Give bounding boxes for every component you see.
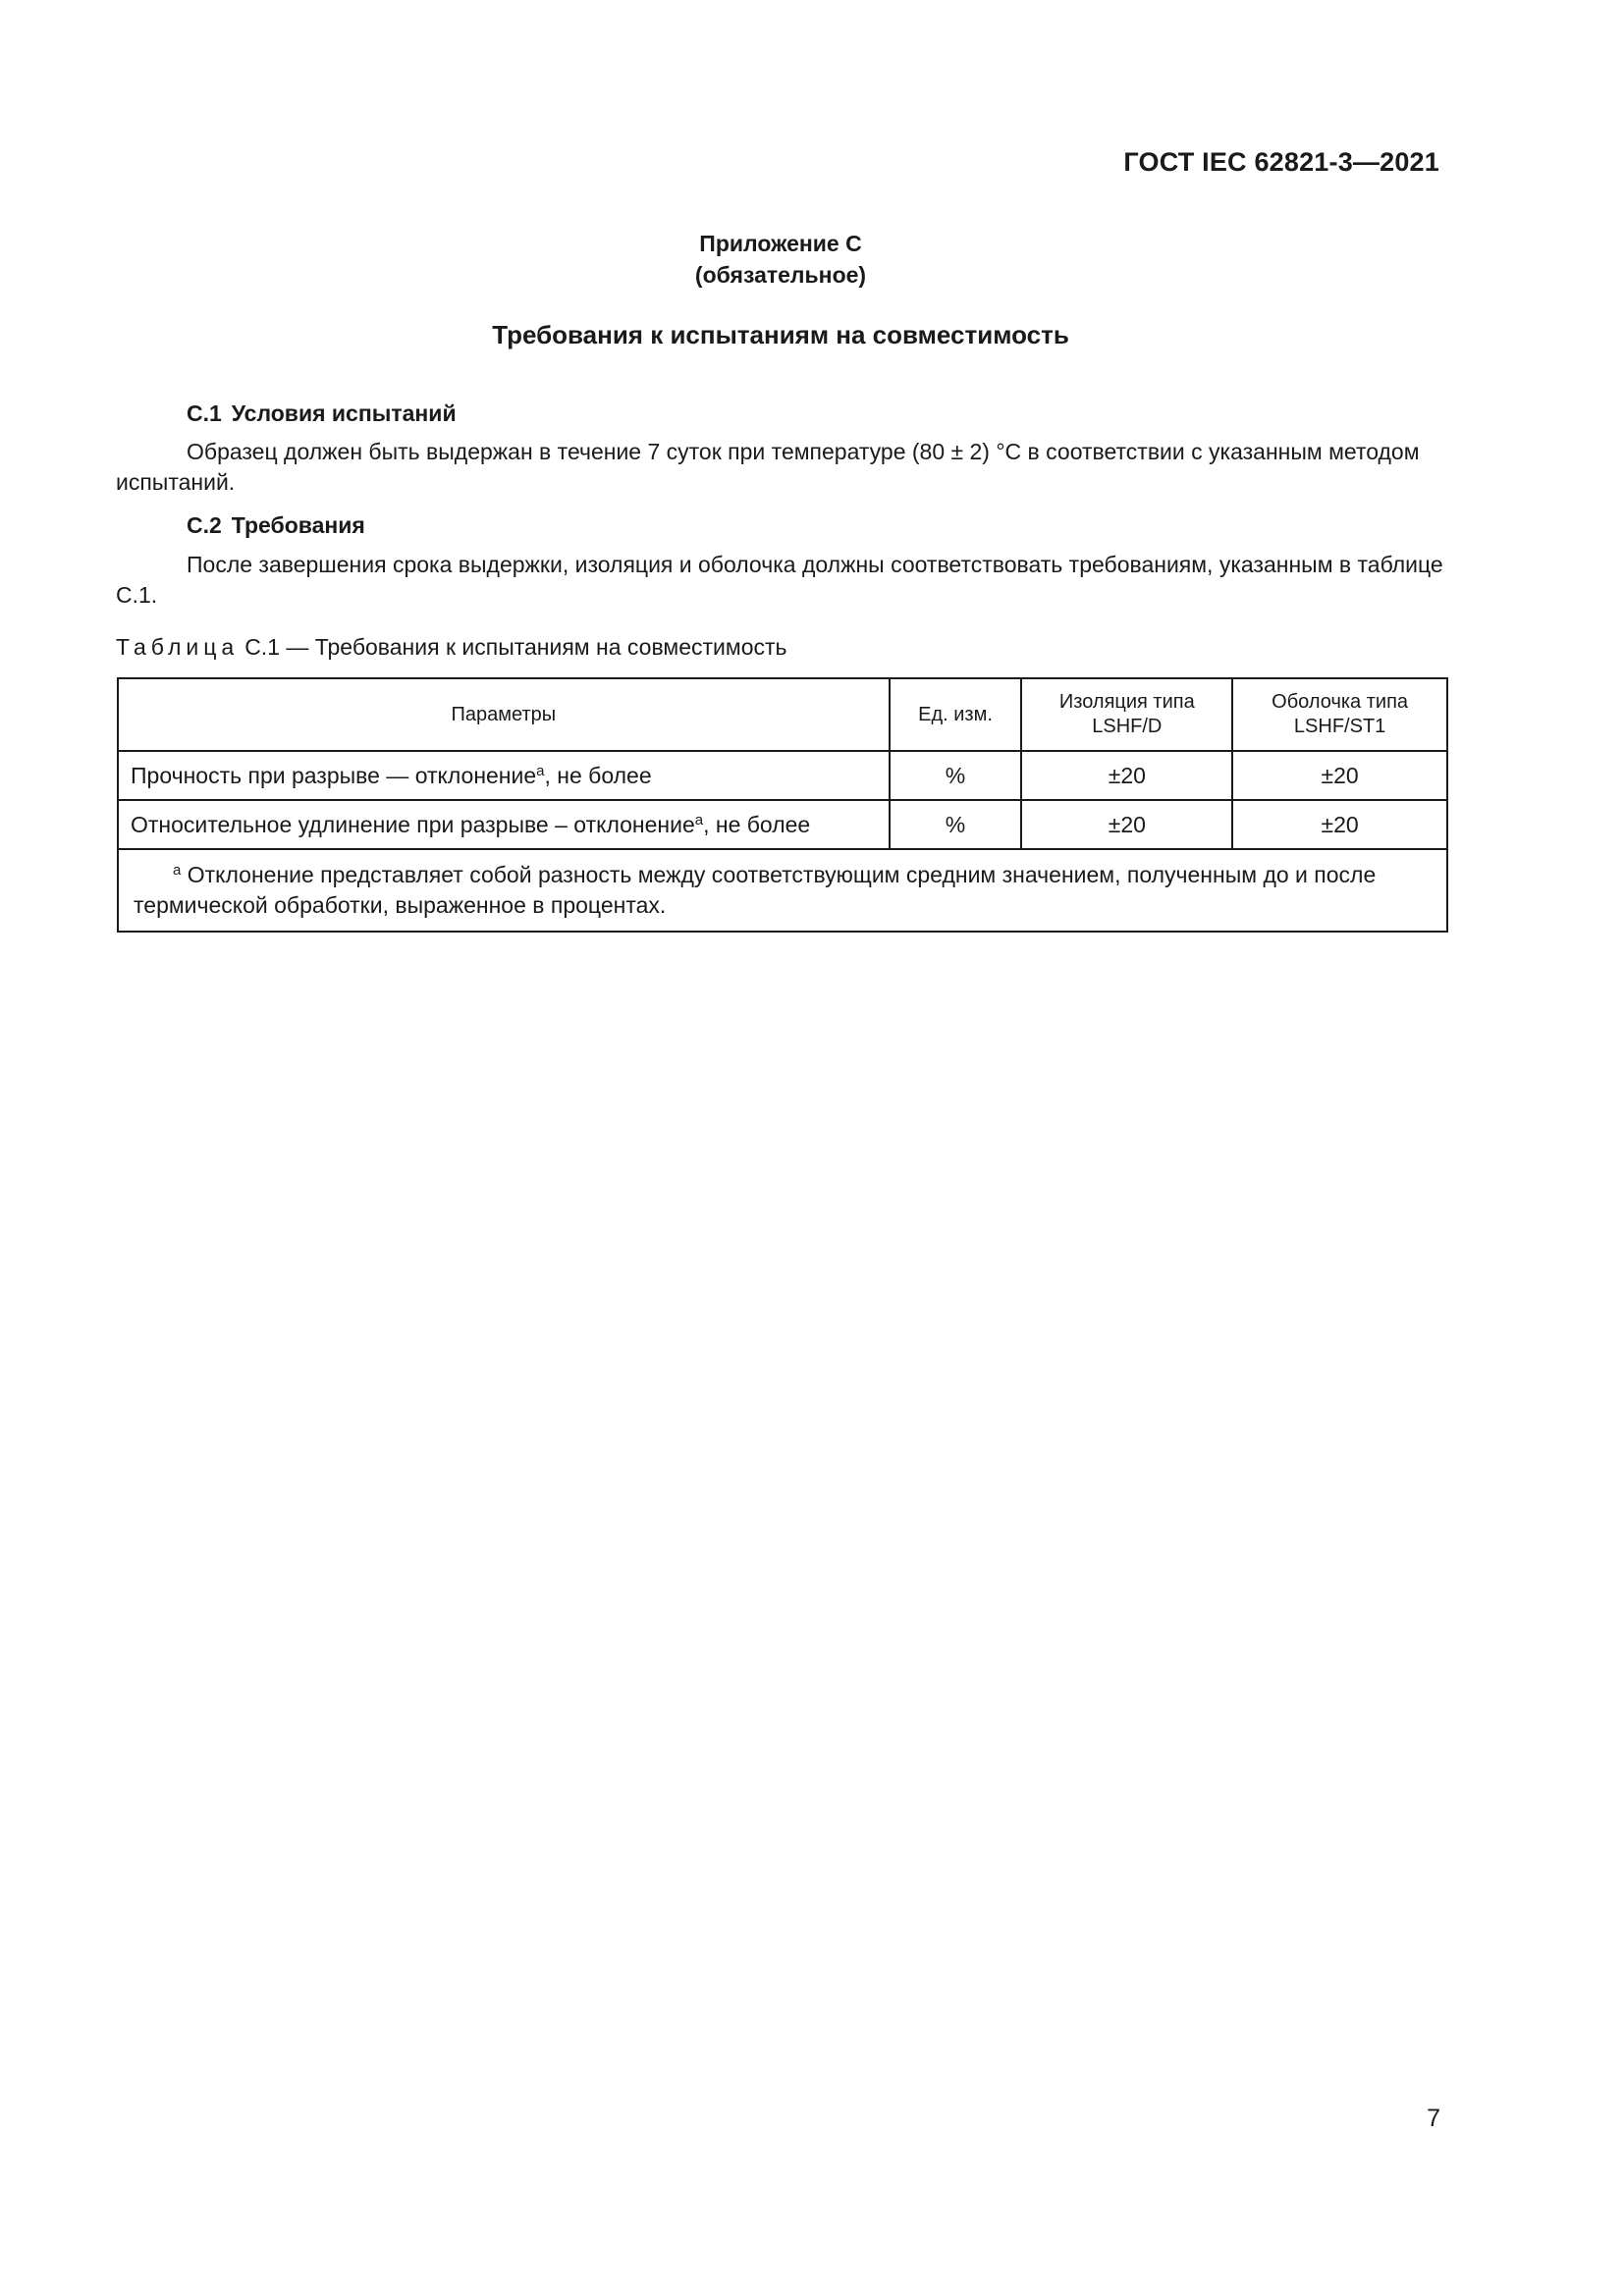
sheath-value-cell: ±20 — [1232, 800, 1447, 849]
footnote-ref: a — [694, 811, 704, 828]
section-heading-c1 — [187, 400, 457, 427]
insulation-value-cell: ±20 — [1021, 751, 1232, 800]
parameter-tail: , не более — [544, 762, 652, 788]
table-caption-label: Таблица — [116, 634, 240, 660]
section-title: Требования — [231, 512, 365, 538]
parameter-cell — [118, 751, 890, 800]
document-code: ГОСТ IEC 62821-3—2021 — [1123, 147, 1439, 177]
section-text-c1: Образец должен быть выдержан в течение 7 суток при температуре (80 ± 2) °С в соответствии с указанным методом испытаний. — [116, 439, 1420, 495]
table-caption — [116, 634, 787, 661]
table-row — [118, 751, 1447, 800]
annex-status: (обязательное) — [694, 262, 867, 288]
table-footnote — [118, 849, 1447, 932]
footnote-text: Отклонение представляет собой разность между соответствующим средним значением, полученным до и после термической обработки, выраженное в процентах. — [134, 862, 1377, 918]
parameter-name: Относительное удлинение при разрыве – отклонение — [131, 811, 695, 837]
column-header-parameters: Параметры — [118, 678, 890, 751]
footnote-mark: a — [173, 862, 182, 879]
section-text-c2: После завершения срока выдержки, изоляция и оболочка должны соответствовать требованиям, указанным в таблице С.1. — [116, 552, 1443, 608]
unit-cell: % — [890, 751, 1022, 800]
unit-cell: % — [890, 800, 1022, 849]
section-number: С.1 — [187, 400, 222, 426]
sheath-value-cell: ±20 — [1232, 751, 1447, 800]
table-row — [118, 800, 1447, 849]
column-header-insulation: Изоляция типа LSHF/D — [1021, 678, 1232, 751]
section-title: Условия испытаний — [231, 400, 457, 426]
table-header-row — [118, 678, 1447, 751]
annex-header — [0, 228, 1561, 291]
footnote-ref: a — [536, 762, 545, 779]
requirements-table — [117, 677, 1448, 933]
column-header-sheath: Оболочка типа LSHF/ST1 — [1232, 678, 1447, 751]
parameter-tail: , не более — [703, 811, 811, 837]
parameter-cell — [118, 800, 890, 849]
column-header-unit: Ед. изм. — [890, 678, 1022, 751]
annex-title: Требования к испытаниям на совместимость — [492, 320, 1069, 349]
annex-label: Приложение С — [699, 231, 862, 256]
section-heading-c2 — [187, 512, 365, 539]
table-footnote-row — [118, 849, 1447, 932]
insulation-value-cell: ±20 — [1021, 800, 1232, 849]
page-number: 7 — [1427, 2105, 1440, 2132]
section-number: С.2 — [187, 512, 222, 538]
parameter-name: Прочность при разрыве — отклонение — [131, 762, 537, 788]
table-caption-text: С.1 — Требования к испытаниям на совместимость — [244, 634, 787, 660]
